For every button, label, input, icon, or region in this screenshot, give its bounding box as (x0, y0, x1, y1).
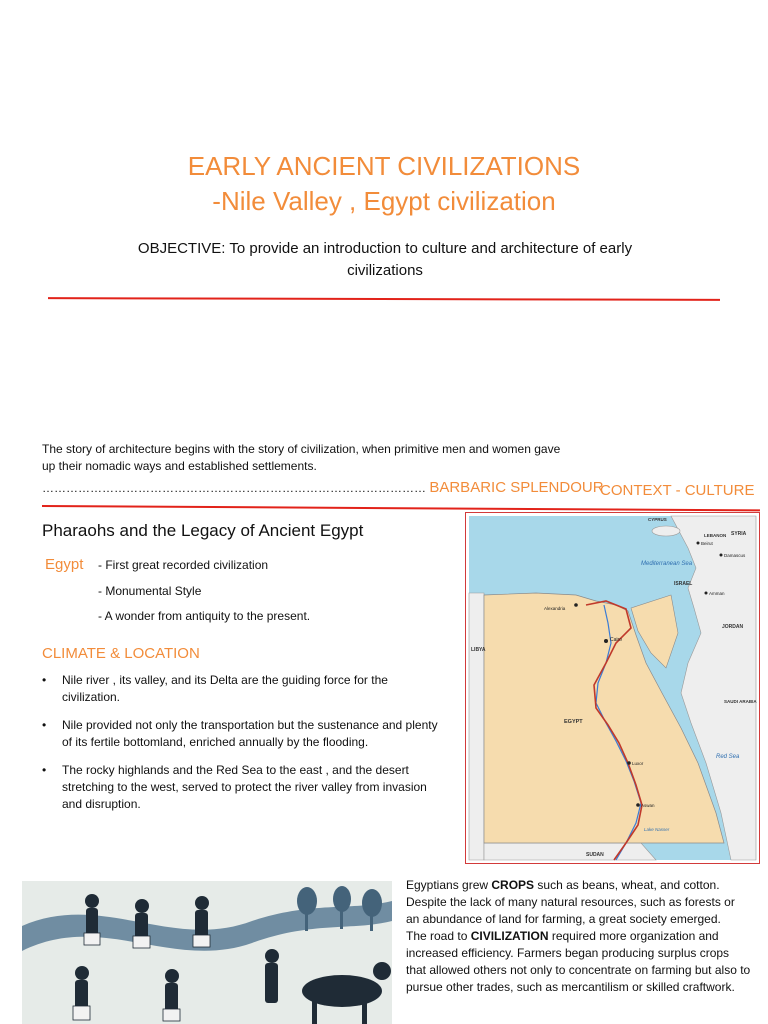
label-cyprus: CYPRUS (648, 517, 667, 522)
label-amman: Amman (709, 591, 725, 596)
pharaohs-heading: Pharaohs and the Legacy of Ancient Egypt (42, 521, 364, 540)
climate-bullet-list (42, 672, 442, 824)
context-culture-heading: CONTEXT - CULTURE (600, 482, 755, 499)
label-damascus: Damascus (724, 553, 746, 558)
civilization-keyword: CIVILIZATION (470, 929, 549, 943)
dotted-leader: …………………………………………………………………………………… (42, 481, 426, 495)
list-item: • Nile river , its valley, and its Delta are the guiding force for the civilization. (42, 672, 442, 706)
objective-text: OBJECTIVE: To provide an introduction to culture and architecture of early civilizations (137, 240, 633, 279)
section-divider (42, 505, 760, 511)
egypt-map (465, 512, 760, 864)
label-luxor: Luxor (632, 761, 644, 766)
city-dot (627, 761, 631, 765)
intro-paragraph: The story of architecture begins with the story of civilization, when primitive men and women gave up their nomadic ways and established settlements. (42, 442, 561, 473)
egypt-point-3: - A wonder from antiquity to the present. (98, 609, 311, 623)
label-lake-nasser: Lake Nasser (644, 827, 670, 832)
label-syria: SYRIA (731, 531, 747, 537)
label-beirut: Beirut (701, 541, 713, 546)
page-title: EARLY ANCIENT CIVILIZATIONS (187, 151, 581, 181)
label-alexandria: Alexandria (544, 606, 566, 611)
farming-illustration-graphic (22, 881, 392, 1024)
egypt-point-1: - First great recorded civilization (98, 558, 269, 572)
city-dot (720, 554, 723, 557)
label-red-sea: Red Sea (716, 754, 740, 760)
label-egypt: EGYPT (564, 719, 583, 725)
label-saudi: SAUDI ARABIA (724, 699, 757, 704)
city-dot (705, 592, 708, 595)
barbaric-splendour-heading: BARBARIC SPLENDOUR (429, 479, 604, 496)
city-dot (636, 803, 640, 807)
label-sudan: SUDAN (586, 852, 604, 858)
label-aswan: Aswan (641, 803, 655, 808)
city-dot (604, 639, 608, 643)
egypt-label: Egypt (45, 556, 84, 573)
cyprus-land (652, 526, 680, 536)
egypt-point-2: - Monumental Style (98, 584, 202, 598)
label-israel: ISRAEL (674, 581, 693, 587)
crops-civilization-text (406, 877, 751, 996)
page-subtitle: -Nile Valley , Egypt civilization (212, 186, 556, 216)
crops-keyword: CROPS (491, 878, 535, 892)
crops-text-post: such as beans, wheat, and cotton. Despite the lack of many natural resources, such as forests or an abundance of land for farming, a great society emerged. (406, 878, 735, 926)
egyptian-farming-illustration (22, 881, 392, 1024)
list-item: • Nile provided not only the transportation but the sustenance and plenty of its fertile bottomland, enriched annually by the flooding. (42, 717, 442, 751)
section-leader-row (42, 479, 604, 496)
egypt-map-graphic (466, 513, 759, 863)
label-libya: LIBYA (471, 647, 486, 653)
city-dot (574, 603, 578, 607)
list-item: • The rocky highlands and the Red Sea to the east , and the desert stretching to the west, served to protect the river valley from invasion and disruption. (42, 762, 442, 813)
civilization-text-post: required more organization and increased efficiency. Farmers began producing surplus crops that allowed others not only to concentrate on farming but also to pursue other trades, such as mercantilism or skilled craftwork. (406, 929, 751, 994)
label-jordan: JORDAN (722, 624, 744, 630)
label-med-sea: Mediterranean Sea (641, 561, 693, 567)
crops-text-pre: Egyptians grew (406, 878, 492, 892)
climate-location-heading: CLIMATE & LOCATION (42, 645, 200, 662)
label-cairo: Cairo (610, 637, 622, 643)
neighbor-land-west (469, 593, 484, 860)
title-divider (48, 297, 720, 301)
civilization-text-pre: The road to (406, 929, 471, 943)
label-lebanon: LEBANON (704, 533, 727, 538)
neighbor-land-south (484, 843, 656, 860)
city-dot (697, 542, 700, 545)
